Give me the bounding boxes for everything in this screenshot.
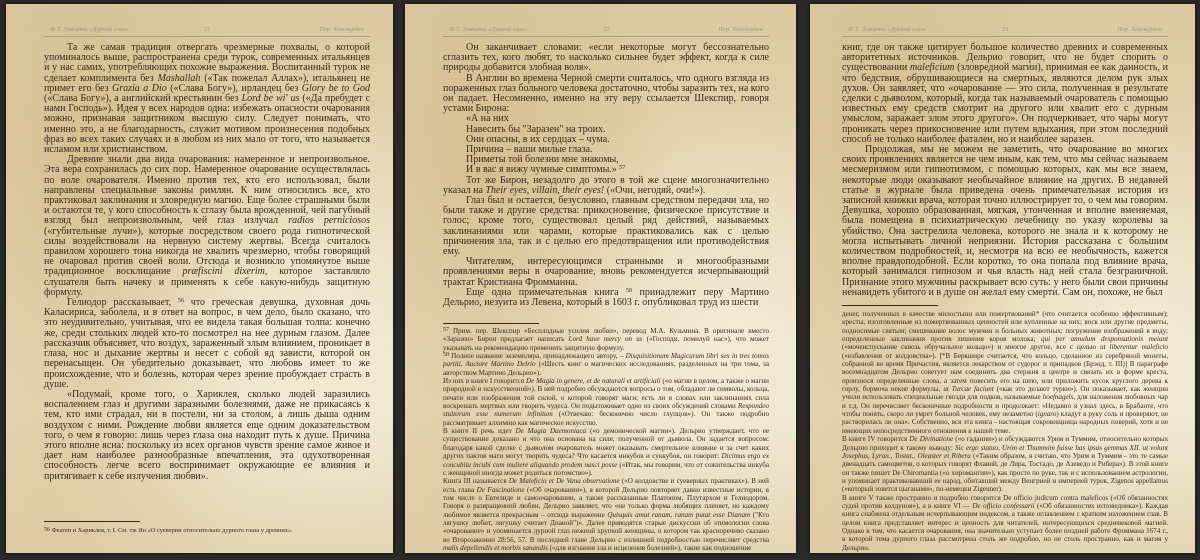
text-run: Продолжая, мы не можем не заметить, что очарование во многих своих проявлениях является не чем иным, как тем, что мы сейчас называем месмеризмом или гипнотизмом, с помощью которых, как мы все знаем, некоторые люди оказывают необычайное влияние на других. В недавней статье в журнале была приведена очень примечательная история из записной книжки врача, которая точно иллюстрирует то, о чем мы говорим. Девушка, хорошо образованная, мягкая, утонченная и вполне вменяемая, была помещена в психиатрическую лечебницу по указу королевы за убийство. Она застрелила человека, которого не знала и к которому не могла испытывать личной неприязни. История рассказана с большим количеством подробностей, и, несмотря на всю ее необычность, кажется вполне правдоподобной. Если коротко, то она попала под влияние врача, который занимался гипнозом и чья власть над ней стала безграничной. Признание этого мужчины раскрывает всю суть: у него были свои причины ненавидеть убитого и в душе он желал ему смерти. Сам он, похоже, не был <box>842 144 1168 298</box>
text-run: денег, полученных в качестве милостыни или пожертвований* (что считается особенно эффективным); кресты, изготовленные из пожертвованных ценностей или купленные на них; воск или другие предметы, подносимые святым; смешивание волос мужчин и больных животных; погружение изображений в воду; определенные заклинания против лишения коров молока; <box>842 310 1168 344</box>
text-run: («Господи, помилуй нас»), что может указывать на рекомендацию применить защитную формулу. <box>443 335 769 352</box>
book-page-right <box>810 4 1195 553</box>
page-number: 23 <box>1002 26 1009 33</box>
text-run: Тот же Бирон, незадолго до этого в той же сцене многозначительно указал на <box>443 174 769 196</box>
text-run: Читателям, интересующимся странными и многообразными проявлениями веры в очарование, вновь рекомендуется исчерпывающий трактат Кристиана Фромманна. <box>443 256 769 288</box>
italic-text: malis depellendis et morbis sanandis <box>443 543 548 552</box>
text-run: («Отвечаю: бесконечно число глупцов»). Он также подробно рассматривает алхимию как магическое искусство. <box>443 410 769 427</box>
italic-text: De Magia in genere, et de naturali et artificiali <box>525 377 661 386</box>
paragraph <box>443 288 769 308</box>
italic-text: De Divinatione <box>909 435 954 444</box>
page-body-text <box>44 43 370 482</box>
text-run: , которое заставляло слушателя быть начеку и применять к себе какую-нибудь защитную формулу. <box>44 266 370 298</box>
text-run: («Так пожелал Аллах»), итальянец не примет его без <box>44 72 371 94</box>
text-run: Древние знали два вида очарования: намеренное и непроизвольное. Эта вера сохранилась до сих пор. Намеренное очарование осуществлялась по воле очарователя. Именно против тех, кто его использовал, были направлены специальные законы римлян. К ним относились все, кто практиковал заклинания и зловредную магию. Еще более страшными были и остаются те, у кого способность к сглазу была врожденной, чей пагубный взгляд был непроизвольным, чей глаз излучал <box>44 154 370 227</box>
italic-text: Quisquis amat ranam, ranam putat esse Dianam <box>607 510 751 519</box>
text-run: (зловредной магии), принимая ее как данность, и что бедствия, обрушивающиеся на смертных, являются делом рук злых духов. Он заявляет, что «очарование — это сила, полученная в результате сделки с дьяволом, который, когда так называемый очарователь с помощью известных ему средств смотрит на другого или хвалит его с дурным умыслом, заражает злом этого другого». Он подчеркивает, что чары могут проникать через прикосновение или путем вдыхания, при этом последний способ не только наиболее фатален, но и наиболее заразен. <box>842 62 1168 145</box>
paragraph <box>443 74 769 115</box>
italic-text: qui per annulum desponsationis meiunt <box>1041 335 1169 344</box>
footnotes <box>443 327 769 552</box>
page-body-text <box>443 43 769 308</box>
footnote <box>443 327 769 352</box>
paragraph <box>443 176 769 196</box>
italic-text: Glory be to God <box>301 82 370 94</box>
text-run: («мочеиспускание сквозь обручальное кольцо») и многое другое, все с целью <box>842 343 1101 352</box>
italic-text: Lord be wi' us <box>241 93 300 105</box>
paragraph <box>443 257 769 288</box>
footnote-ref: 56 <box>44 527 50 533</box>
text-run: («Итак, мы говорим, что от сожительства инкуба с женщиной иногда может родиться потомство»). <box>443 460 769 477</box>
italic-text: Disquisitionum Magicarum libri sex in tres tomos partiti, Auctore Martino Delrio <box>443 352 770 369</box>
footnote <box>443 377 769 427</box>
header-translator: Пер. Хексвурден <box>319 26 364 33</box>
text-run: принадлежит перу Мартино Дельрио, иезуита из Левена, который в 1603 г. опубликовал труд из шести <box>443 286 769 309</box>
text-run: Та же самая традиция отвергать чрезмерные похвалы, о которой упоминалось выше, распространена среди турок, современных итальянцев и у нас самих, употребляющих похожие выражения. Воспитанный турок не сделает комплимента без <box>44 42 370 84</box>
verse-line-text: Приметы той болезни мне знакомы, <box>466 154 619 166</box>
page-body-text <box>842 43 1168 298</box>
text-run: («Да пребудет с нами Господь»). Идея у всех народов одна: избежать опасности очарования можно, признавая защитником высшую силу. Следует понимать, что именно это, а не благодарность, служит мотивом произнесения подобных фраз во всех таких случаях и в любом из них мало от того, что называется исламом или христианством. <box>44 93 371 156</box>
paragraph <box>44 43 370 155</box>
text-run: Прим. пер. Шекспир «Бесплодные усилия любви», перевод М.А. Кузьмина. В оригинале вместо «Заразен» Бирон предлагает написать <box>443 327 769 344</box>
verse-line-text: «А на них <box>466 113 509 125</box>
text-run: Феаген и Хариклея, т. I. См. тж Ян «О суеверии относительно дурного глаза у древних». <box>50 527 293 534</box>
footnote <box>842 310 1168 435</box>
text-run: («Об обязанностях исповедника»). Каждая книга снабжена отдельным исчерпывающим индексом, а также оглавлением с кратким изложением глав. В целом книга представляет интерес и ценность для читателей, интересующихся средневековой магией. Однако в том, что касается очарования, она значительно уступает более поздней работе Фроммана 1674 г., в которой тема дурного глаза рассмотрена столь же подробно, но не столь пространно, как и магия у Дельрио. <box>842 501 1168 552</box>
text-run: («губительные лучи»), которые посредством своего рода гипнотической силы воздействовали на нервную систему жертвы. Всегда считалось правилом хорошего тона никогда не хвалить чрезмерно, чтобы говорящий не очаровал против своей воли. Отсюда и возникло упомянутое выше традиционное восклицание <box>44 225 370 278</box>
text-run: Гелиодор рассказывает, <box>67 297 178 309</box>
text-run: Полное название экземпляра, принадлежащего автору, – <box>449 352 626 361</box>
italic-text: Lord have mercy on us <box>568 335 643 344</box>
italic-text: Their eyes, villain, their eyes! <box>485 184 605 196</box>
footnote <box>842 435 1168 493</box>
footnotes <box>842 310 1168 552</box>
verse-line-text: Навесить бы "Заразен" на троих. <box>466 123 606 135</box>
italic-text: ignaro <box>1037 410 1057 419</box>
text-run: («как это делают турки»). Он показывает, как женщин учили использовать специальные гвозди для подков, называемые <box>842 385 1168 402</box>
italic-text: hoefnagels <box>1042 393 1074 402</box>
header-author-title: Ф.Т. Элворти «Дурной глаз» <box>50 26 129 33</box>
paragraph <box>443 196 769 257</box>
text-run: В книге V также пространно и подробно говорится De officio judicum contra maleficos («Об обязанностях судей против колдунов»), а в книге VI — <box>842 493 1168 510</box>
text-run: («избавления от колдовства»). [*В Беркшире считается, что кольцо, сделанное из серебряной монеты, собранной во время Причастия, является лекарством от судорог и припадков (Брэнд, т. III)] В параграфе восемнадцатом Дельрио советует нам соединить два стержня в центре и связать их в форме креста, произнося определенные слова, а затем повесить его на шею, или приложить кусок круглого дерева к горлу, бормоча некие формулы, <box>842 351 1168 394</box>
text-run: («о гадании») и обсуждаются Урим и Туммим, относительно которых Дельрио приходит к такому выводу: <box>842 435 1168 452</box>
italic-text: De Fascinatione <box>476 485 525 494</box>
italic-text: Grazia a Dio <box>112 82 167 94</box>
paragraph <box>44 155 370 298</box>
italic-text: ut liberentur maleficio <box>1100 343 1168 352</box>
text-run: («для изгнания зла и исцеления болезней»), такие как подношение <box>547 543 752 552</box>
verse-line-text: Они опасны, в их сердцах – чума. <box>466 133 610 145</box>
italic-text: maleficium <box>909 62 955 74</box>
text-run: , для наложения любовных чар и т.д. Он перечисляет бесконечные подробности и продолжает: «Недавно я узнал здесь, в Брабанте, что чтобы понять, скоро ли умрет больной человек, ему незаметно ( <box>842 393 1168 419</box>
text-run: («о демонической магии»). Дельрио утверждает, что ее существование доказано и что она основана на силе, полученной от дьявола. Он задается вопросом: благодаря какой сделке с дьяволом очарователь может оказывать смертельное влияние и за счет каких других пактов маги могут творить чудеса? Что касается инкубов и суккубов, он говорит: <box>443 427 769 461</box>
book-page-left <box>6 4 393 553</box>
text-run: («Слава Богу»), а английский крестьянин без <box>44 93 242 105</box>
text-run: («Шесть книг о магических исследованиях, разделенных на три тома, за авторством Мартино Дельрио»). <box>443 360 769 377</box>
text-run: («Очи, негодяй, очи!»). <box>604 184 706 196</box>
text-run: книг, где он также цитирует большое количество древних и современных авторитетных источников. Дельрио говорит, что не будет спорить о существовании <box>842 42 1168 74</box>
verse-line-text: И в вас я вижу чумные симптомы.» <box>466 164 617 176</box>
text-run: («О колдовстве и суеверных практиках»). В ней есть глава <box>443 477 769 494</box>
paragraph <box>443 43 769 74</box>
header-author-title: Ф.Т. Элворти «Дурной глаз» <box>449 26 528 33</box>
text-run: Глаз был и остается, безусловно, главным средством передачи зла, но были также и другие средства: прикосновение, физическое присутствие и голос; кроме того, существовал целый ряд действий, называемых заклинаниями или чарами, которые практиковались как с целью причинения зла, так и с целью его предотвращения или противодействия ему. <box>443 195 769 258</box>
footnote <box>443 427 769 477</box>
italic-text: Sic ergo statuo, Urim et Thummim fuisse has ipsas gemmas XII. ut volunt Josephus, Lyran., Tostat., Oleaster et Ribera <box>842 443 1168 460</box>
text-run: В книге II речь идет <box>443 427 516 436</box>
footnote-ref: 58 <box>443 352 449 359</box>
text-run: («Слава Богу»), ирландец без <box>166 82 302 94</box>
text-run: В Англии во времена Черной смерти считалось, что одного взгляда из пораженных глаз больного человека достаточно, чтобы заразить тех, на кого он падает. Несомненно, именно на эту веру ссылается Шекспир, говоря устами Бирона: <box>443 72 769 115</box>
header-translator: Пер. Хексвурден <box>1117 26 1162 33</box>
italic-text: Dicimus ergo ex concubitu incubi cum muliere aliquando prodem nasci posse <box>443 452 769 469</box>
paragraph <box>842 145 1168 298</box>
text-run: («Об очаровании»), в которой Дельрио повторяет давно известные истории, в том числе о Евтелиде и самоочаровании, а также рассказанные Платоном, Плутархом и Гелиодором. Говоря о развращенной любви, Дельрио заявляет, что «не только форма любящих пленяет, но каждому любимое является прекрасным – отсюда выражение <box>443 485 770 519</box>
footnote-ref: 57 <box>619 165 626 172</box>
italic-text: De Magia Daemoniaca <box>515 427 587 436</box>
footnote <box>44 527 370 535</box>
paragraph <box>842 43 1168 145</box>
running-header <box>443 26 769 37</box>
italic-text: De officio confessarii <box>972 501 1035 510</box>
running-header <box>44 26 370 37</box>
footnotes <box>44 527 370 535</box>
text-run: «Подумай, кроме того, о Хариклея, сколько людей заразились воспалением глаз и другими заразными болезнями, даже не прикасаясь к тем, кто ими страдал, ни в постели, ни за столом, а лишь дыша одним воздухом с ними. Рождение любви является еще одним доказательством того, о чем я говорю: лишь через глаза она находит путь к душе. Причина этого вполне ясна: поскольку из всех органов чувств зрение самое живое и дает нам наиболее разнообразные впечатления, эта одухотворенная способность легче всего воспринимает окружающие ее влияния и притягивает к себе излучения любви». <box>44 388 370 482</box>
verse-line-text: Причина – ваши милые глаза. <box>466 144 593 156</box>
italic-text: De Maleficio et De Vana observatione <box>508 477 620 486</box>
italic-text: ut Turcae faciunt <box>943 385 994 394</box>
paragraph <box>44 390 370 482</box>
italic-text: Mashallah <box>157 72 201 84</box>
footnote-ref: 56 <box>177 298 184 305</box>
text-run: В книге IV говорится <box>842 435 910 444</box>
header-author-title: Ф.Т. Элворти «Дурной глаз» <box>848 26 927 33</box>
footnote <box>842 494 1168 552</box>
footnote-ref: 58 <box>626 287 633 294</box>
text-run: Еще одна примечательная книга <box>466 286 627 298</box>
verse-quote <box>443 114 769 175</box>
text-run: Книга III называется <box>443 477 509 486</box>
italic-text: præfiscini dixerim <box>182 266 265 278</box>
text-run: Он заканчивает словами: «если некоторые могут бессознательно сглазить тех, кого любят, то насколько сильнее будет эффект, когда к силе природы добавится злобная воля». <box>443 42 769 74</box>
header-translator: Пер. Хексвурден <box>718 26 763 33</box>
footnote <box>443 352 769 377</box>
footnote-ref: 57 <box>443 327 449 333</box>
book-page-middle <box>405 4 796 553</box>
text-run: ("Кто лягушку любит, лягушку считает Дианой")». Далее приводятся старые дискуссии об этимологии слова «очарование» и упоминается дурной глаз нежной хрупкой женщины, о котором так красноречиво сказано во Второзаконии 28:56, 57. В последней главе Дельрио с излишней подробностью перечисляет средства <box>443 510 769 544</box>
italic-text: Respondeo stultorum esse numerum infinitum <box>443 402 769 419</box>
text-run: («Таким образом, я считаю, что Урим и Туммим - это те самые двенадцать самоцветов, о которых говорят Флавий, де Лира, Тостадо, де Азеведо и Рибера»). В этой книге он также пишет De Chiromantia («о хиромантии»), как просто по руке, так и с использованием астрологии, и упоминает практиковавший ее народ, обитавший между Венгрией и империей турок, Zigenos appellamus («который зовется цыганами», по-немецки Zigeuner). <box>842 451 1168 494</box>
text-run: что греческая девушка, духовная дочь Каласириса, заболела, и в ответ на вопрос, в чем дело, было сказано, что это неудивительно, учитывая, что ее видела такая большая толпа: конечно же, среди стольких людей кто-то посмотрел на нее дурным глазом. Далее рассказчик объясняет, что воздух, зараженный злым влиянием, проникает в глаза, нос и дыхание жертвы и несет с собой яд зависти, которой он перенасыщен. Он убедительно доказывает, что любовь имеет то же происхождение, что и болезнь, которая через зрение пробуждает страсть в душе. <box>44 297 370 390</box>
paragraph <box>44 298 370 390</box>
text-run: ) кладут в руку соль и проверяют, не растворилась ли она». Собственно, вся эта книга - настоящая сокровищница народных поверий, хотя и не имеющих непосредственного отношения к нашей теме. <box>842 410 1169 435</box>
italic-text: radios perniciosos <box>288 215 370 227</box>
footnote-separator <box>44 521 140 522</box>
text-run: («о магии в целом, а также о магии природной и искусственной»). В ней подробно обсуждаются вопросы о том, обладают ли символы, кольца, печати или изображения той силой, о которой говорят маги; есть ли в словах или заклинаниях сила воскрешать мертвых или творить чудеса. Он подытоживает одно из своих обсуждений словами <box>443 377 769 411</box>
footnote-separator <box>443 323 539 324</box>
footnote <box>443 477 769 552</box>
text-run: Из них в книге I говорится <box>443 377 526 386</box>
page-number: 21 <box>204 26 211 33</box>
running-header <box>842 26 1168 37</box>
page-number: 22 <box>603 26 610 33</box>
footnote-separator <box>842 305 938 306</box>
